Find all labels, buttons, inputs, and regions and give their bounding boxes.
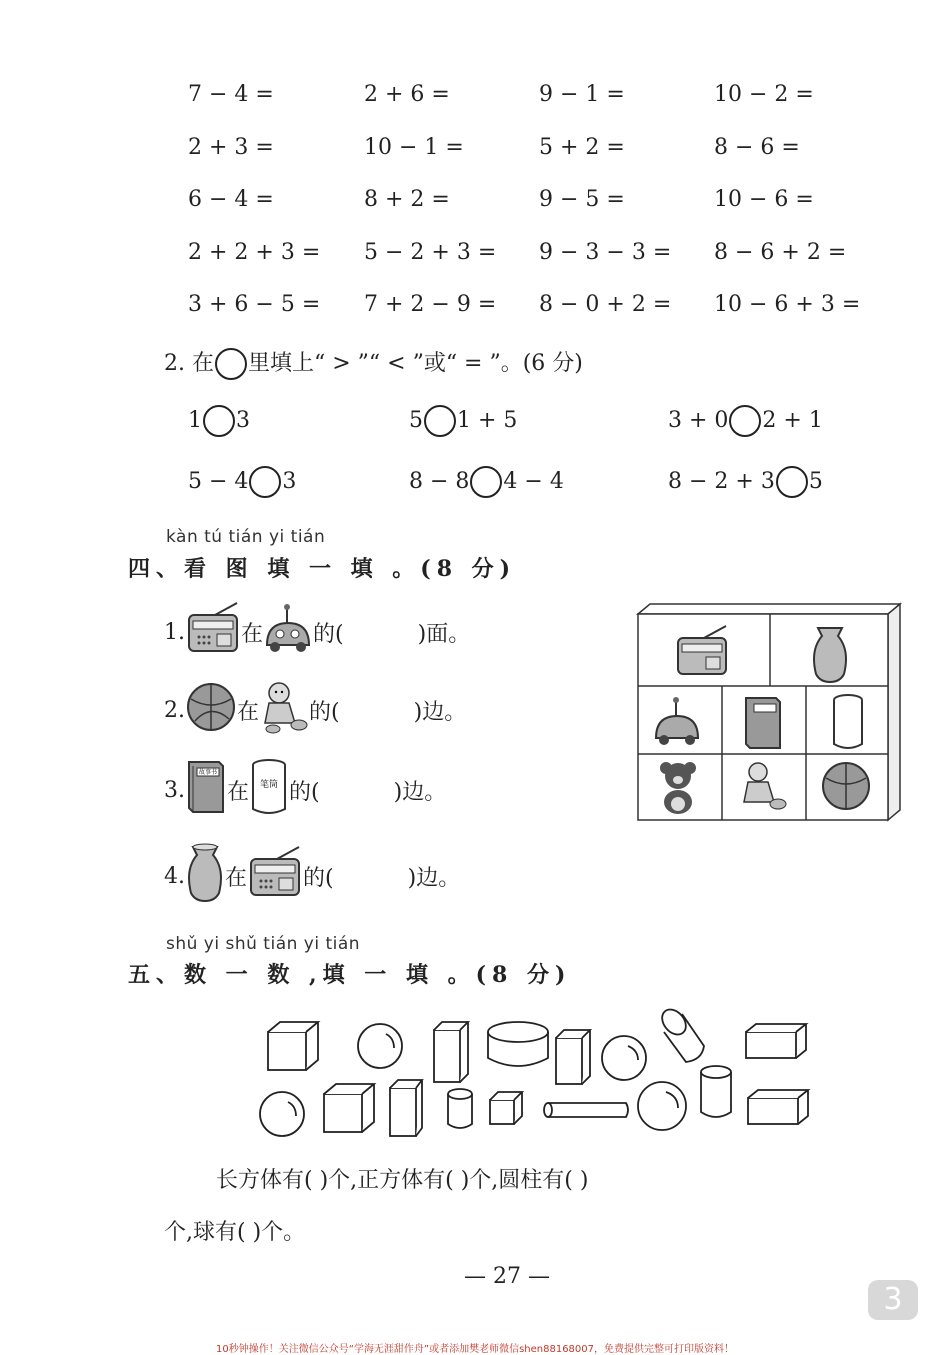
fill-item-4 — [164, 846, 460, 906]
cube-shape — [324, 1084, 374, 1132]
item-number: 3. — [164, 777, 185, 803]
compare-right: 2 + 1 — [762, 408, 823, 433]
equation: 6 − 4 = — [188, 187, 274, 212]
compare-left: 5 — [409, 408, 423, 433]
fill-item-3 — [164, 760, 446, 820]
equation: 8 − 6 + 2 = — [714, 240, 847, 265]
equation: 2 + 2 + 3 = — [188, 240, 321, 265]
toy-car-icon — [263, 601, 313, 663]
item-end: )边。 — [413, 699, 467, 725]
compare-question-title — [164, 346, 583, 380]
item-after: 的( — [313, 621, 344, 647]
book-label: 故事书 — [198, 769, 218, 776]
compare-circle[interactable] — [470, 466, 502, 498]
page-badge: 3 — [868, 1280, 918, 1320]
section5-title: 五、数 一 数 ,填 一 填 。(8 分) — [128, 962, 572, 988]
compare-instructions: 里填上“ > ”“ < ”或“ = ”。(6 分) — [247, 351, 583, 376]
solids-illustration — [256, 1008, 816, 1152]
equation: 7 + 2 − 9 = — [364, 292, 497, 317]
item-mid: 在 — [227, 779, 250, 805]
cylinder-shape — [488, 1022, 548, 1066]
equation: 8 − 0 + 2 = — [539, 292, 672, 317]
sphere-shape — [358, 1024, 402, 1068]
count-line-2: 个,球有( )个。 — [164, 1220, 306, 1245]
cylinder-shape — [701, 1066, 731, 1117]
page-number: — 27 — — [464, 1264, 550, 1289]
compare-left: 1 — [188, 408, 202, 433]
compare-item — [188, 466, 296, 498]
compare-circle[interactable] — [776, 466, 808, 498]
item-mid: 在 — [241, 621, 264, 647]
footer-notice: 10秒钟操作！关注微信公众号“学海无涯甜作舟”或者添加樊老师微信shen88168007，免费提供完整可打印版资料！ — [215, 1344, 735, 1355]
equation: 9 − 1 = — [539, 82, 625, 107]
compare-right: 1 + 5 — [457, 408, 518, 433]
answer-circle — [215, 348, 247, 380]
compare-right: 4 − 4 — [503, 469, 564, 494]
equation: 9 − 3 − 3 = — [539, 240, 672, 265]
equation: 2 + 6 = — [364, 82, 450, 107]
item-number: 2. — [164, 697, 185, 723]
cuboid-shape — [390, 1080, 422, 1136]
shelf-illustration — [636, 602, 906, 826]
vase-icon — [185, 843, 225, 909]
compare-circle[interactable] — [203, 405, 235, 437]
compare-item — [409, 405, 517, 437]
pen-holder-label: 笔筒 — [260, 780, 279, 790]
count-line-1: 长方体有( )个,正方体有( )个,圆柱有( ) — [216, 1168, 589, 1193]
item-after: 的( — [289, 779, 320, 805]
equation: 10 − 6 = — [714, 187, 814, 212]
equation: 3 + 6 − 5 = — [188, 292, 321, 317]
compare-item — [668, 405, 823, 437]
compare-right: 3 — [282, 469, 297, 494]
cuboid-shape — [434, 1022, 468, 1082]
equation: 2 + 3 = — [188, 135, 274, 160]
compare-prefix: 2. 在 — [164, 351, 214, 376]
cuboid-shape — [556, 1030, 590, 1084]
cube-shape — [268, 1022, 318, 1070]
item-end: )边。 — [407, 865, 461, 891]
equation: 10 − 1 = — [364, 135, 464, 160]
compare-item — [668, 466, 823, 498]
compare-left: 3 + 0 — [668, 408, 729, 433]
equation: 10 − 6 + 3 = — [714, 292, 861, 317]
doll-icon — [259, 679, 309, 741]
item-end: )边。 — [393, 779, 447, 805]
sphere-shape — [260, 1092, 304, 1136]
item-after: 的( — [303, 865, 334, 891]
cylinder-shape — [448, 1089, 472, 1128]
item-number: 1. — [164, 619, 185, 645]
cube-shape — [490, 1092, 522, 1124]
cuboid-shape — [748, 1090, 808, 1124]
item-mid: 在 — [225, 865, 248, 891]
equation: 5 − 2 + 3 = — [364, 240, 497, 265]
section5-pinyin: shǔ yi shǔ tián yi tián — [166, 934, 361, 954]
equation: 10 − 2 = — [714, 82, 814, 107]
section4-pinyin: kàn tú tián yi tián — [166, 527, 326, 547]
item-mid: 在 — [237, 699, 260, 725]
radio-icon — [247, 845, 303, 907]
cylinder-shape — [544, 1103, 628, 1117]
compare-right: 3 — [236, 408, 250, 433]
ball-icon — [185, 681, 237, 739]
equation: 7 − 4 = — [188, 82, 274, 107]
cylinder-shape — [657, 1008, 708, 1062]
item-after: 的( — [309, 699, 340, 725]
equation: 8 + 2 = — [364, 187, 450, 212]
sphere-shape — [638, 1082, 686, 1130]
item-end: )面。 — [417, 621, 471, 647]
cuboid-shape — [746, 1024, 806, 1058]
item-number: 4. — [164, 863, 185, 889]
storybook-icon — [185, 758, 227, 822]
equation: 9 − 5 = — [539, 187, 625, 212]
sphere-shape — [602, 1036, 646, 1080]
equation: 5 + 2 = — [539, 135, 625, 160]
compare-item — [409, 466, 564, 498]
compare-right: 5 — [808, 469, 823, 494]
compare-circle[interactable] — [729, 405, 761, 437]
fill-item-1 — [164, 604, 470, 660]
pen-holder-icon — [249, 757, 289, 823]
fill-item-2 — [164, 682, 466, 738]
compare-left: 8 − 8 — [409, 469, 470, 494]
compare-left: 5 − 4 — [188, 469, 249, 494]
section4-title: 四、看 图 填 一 填 。(8 分) — [128, 556, 517, 582]
compare-circle[interactable] — [249, 466, 281, 498]
compare-circle[interactable] — [424, 405, 456, 437]
radio-icon — [185, 601, 241, 663]
equation: 8 − 6 = — [714, 135, 800, 160]
compare-left: 8 − 2 + 3 — [668, 469, 775, 494]
compare-item — [188, 405, 250, 437]
